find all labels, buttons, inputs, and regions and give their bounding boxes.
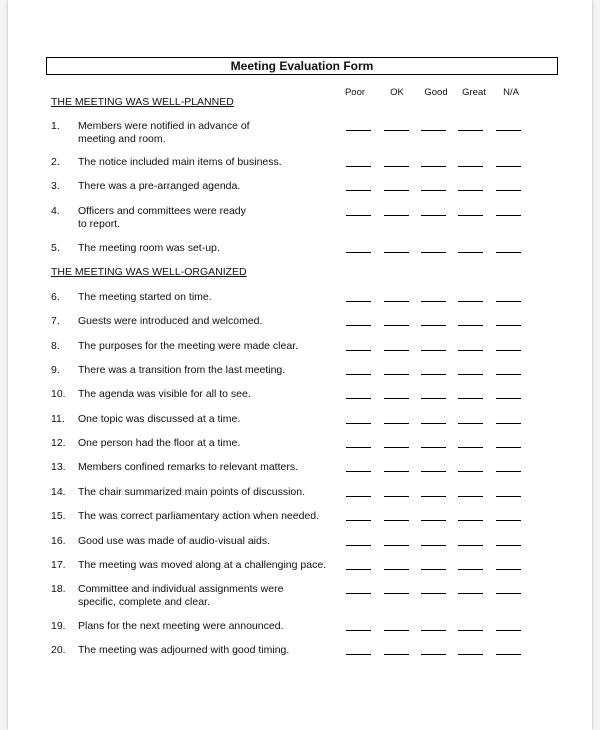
rating-blank-poor[interactable] bbox=[346, 215, 371, 216]
item-number: 11. bbox=[51, 413, 65, 425]
rating-blank-good[interactable] bbox=[421, 654, 446, 655]
item-text-line: Good use was made of audio-visual aids. bbox=[78, 535, 271, 547]
rating-blank-na[interactable] bbox=[496, 374, 521, 375]
item-text-line: The meeting was moved along at a challenging pace. bbox=[78, 559, 327, 571]
item-text bbox=[78, 242, 348, 255]
item-number: 12. bbox=[51, 437, 66, 449]
rating-blank-ok[interactable] bbox=[384, 593, 409, 594]
rating-blank-great[interactable] bbox=[458, 545, 483, 546]
rating-blank-na[interactable] bbox=[496, 350, 521, 351]
item-text-line: The meeting was adjourned with good timing. bbox=[78, 644, 290, 656]
rating-blank-poor[interactable] bbox=[346, 190, 371, 191]
rating-blank-poor[interactable] bbox=[346, 374, 371, 375]
rating-blank-good[interactable] bbox=[421, 569, 446, 570]
rating-blank-great[interactable] bbox=[458, 130, 483, 131]
item-text-line: The agenda was visible for all to see. bbox=[78, 388, 251, 400]
item-number: 4. bbox=[51, 205, 60, 217]
rating-blank-good[interactable] bbox=[421, 215, 446, 216]
item-text bbox=[78, 510, 348, 523]
item-text bbox=[78, 315, 348, 328]
rating-blank-good[interactable] bbox=[421, 301, 446, 302]
item-text bbox=[78, 486, 348, 499]
document-page bbox=[8, 0, 592, 730]
rating-blank-na[interactable] bbox=[496, 447, 521, 448]
item-number: 19. bbox=[51, 620, 66, 632]
rating-blank-ok[interactable] bbox=[384, 374, 409, 375]
rating-blank-na[interactable] bbox=[496, 520, 521, 521]
rating-blank-good[interactable] bbox=[421, 398, 446, 399]
rating-blank-na[interactable] bbox=[496, 496, 521, 497]
item-number: 6. bbox=[51, 291, 60, 303]
item-text-line: The chair summarized main points of discussion. bbox=[78, 486, 306, 498]
item-number: 5. bbox=[51, 242, 60, 254]
item-text bbox=[78, 340, 348, 353]
rating-blank-great[interactable] bbox=[458, 350, 483, 351]
item-text bbox=[78, 583, 348, 609]
item-text-line: Members confined remarks to relevant matters. bbox=[78, 461, 298, 473]
rating-blank-na[interactable] bbox=[496, 654, 521, 655]
rating-blank-poor[interactable] bbox=[346, 130, 371, 131]
item-text bbox=[78, 535, 348, 548]
section-heading: THE MEETING WAS WELL-ORGANIZED bbox=[51, 266, 247, 278]
item-number: 15. bbox=[51, 510, 66, 522]
form-title: Meeting Evaluation Form bbox=[46, 57, 558, 75]
rating-blank-na[interactable] bbox=[496, 471, 521, 472]
rating-blank-ok[interactable] bbox=[384, 398, 409, 399]
rating-blank-poor[interactable] bbox=[346, 569, 371, 570]
rating-blank-great[interactable] bbox=[458, 471, 483, 472]
item-number: 16. bbox=[51, 535, 66, 547]
rating-blank-na[interactable] bbox=[496, 545, 521, 546]
item-number: 18. bbox=[51, 583, 66, 595]
rating-blank-good[interactable] bbox=[421, 190, 446, 191]
rating-blank-good[interactable] bbox=[421, 593, 446, 594]
rating-blank-na[interactable] bbox=[496, 215, 521, 216]
rating-blank-poor[interactable] bbox=[346, 545, 371, 546]
rating-blank-ok[interactable] bbox=[384, 350, 409, 351]
rating-blank-poor[interactable] bbox=[346, 447, 371, 448]
rating-blank-poor[interactable] bbox=[346, 496, 371, 497]
rating-blank-poor[interactable] bbox=[346, 423, 371, 424]
rating-blank-poor[interactable] bbox=[346, 630, 371, 631]
rating-blank-great[interactable] bbox=[458, 252, 483, 253]
rating-blank-poor[interactable] bbox=[346, 471, 371, 472]
column-header-good: Good bbox=[424, 87, 448, 98]
rating-blank-great[interactable] bbox=[458, 325, 483, 326]
rating-blank-na[interactable] bbox=[496, 593, 521, 594]
rating-blank-good[interactable] bbox=[421, 471, 446, 472]
rating-blank-poor[interactable] bbox=[346, 593, 371, 594]
rating-blank-good[interactable] bbox=[421, 374, 446, 375]
item-text bbox=[78, 156, 348, 169]
item-text bbox=[78, 559, 348, 572]
rating-blank-great[interactable] bbox=[458, 215, 483, 216]
item-text-line: meeting and room. bbox=[78, 133, 166, 145]
rating-blank-great[interactable] bbox=[458, 423, 483, 424]
item-text-line: The notice included main items of business. bbox=[78, 156, 282, 168]
item-text-line: to report. bbox=[78, 218, 121, 230]
item-text bbox=[78, 205, 348, 231]
rating-blank-poor[interactable] bbox=[346, 166, 371, 167]
rating-blank-ok[interactable] bbox=[384, 520, 409, 521]
item-text bbox=[78, 644, 348, 657]
column-header-na: N/A bbox=[503, 87, 519, 98]
rating-blank-poor[interactable] bbox=[346, 654, 371, 655]
item-text-line: The was correct parliamentary action when needed. bbox=[78, 510, 320, 522]
rating-blank-poor[interactable] bbox=[346, 520, 371, 521]
rating-blank-ok[interactable] bbox=[384, 545, 409, 546]
rating-blank-ok[interactable] bbox=[384, 252, 409, 253]
item-text bbox=[78, 291, 348, 304]
column-header-poor: Poor bbox=[344, 87, 366, 98]
rating-blank-na[interactable] bbox=[496, 301, 521, 302]
rating-blank-good[interactable] bbox=[421, 630, 446, 631]
item-text-line: There was a pre-arranged agenda. bbox=[78, 180, 241, 192]
rating-blank-ok[interactable] bbox=[384, 130, 409, 131]
rating-blank-ok[interactable] bbox=[384, 654, 409, 655]
rating-blank-great[interactable] bbox=[458, 374, 483, 375]
rating-blank-na[interactable] bbox=[496, 325, 521, 326]
rating-blank-great[interactable] bbox=[458, 520, 483, 521]
rating-blank-great[interactable] bbox=[458, 166, 483, 167]
rating-blank-great[interactable] bbox=[458, 593, 483, 594]
rating-blank-good[interactable] bbox=[421, 545, 446, 546]
item-text bbox=[78, 180, 348, 193]
item-number: 9. bbox=[51, 364, 60, 376]
item-text bbox=[78, 388, 348, 401]
rating-blank-good[interactable] bbox=[421, 496, 446, 497]
item-text-line: Members were notified in advance of bbox=[78, 120, 250, 132]
item-text bbox=[78, 461, 348, 474]
rating-blank-poor[interactable] bbox=[346, 325, 371, 326]
rating-blank-na[interactable] bbox=[496, 252, 521, 253]
rating-blank-ok[interactable] bbox=[384, 496, 409, 497]
rating-blank-na[interactable] bbox=[496, 166, 521, 167]
rating-blank-ok[interactable] bbox=[384, 325, 409, 326]
rating-blank-great[interactable] bbox=[458, 569, 483, 570]
rating-blank-ok[interactable] bbox=[384, 215, 409, 216]
rating-blank-great[interactable] bbox=[458, 190, 483, 191]
rating-blank-good[interactable] bbox=[421, 252, 446, 253]
item-text-line: The meeting started on time. bbox=[78, 291, 212, 303]
item-number: 8. bbox=[51, 340, 60, 352]
item-text-line: The purposes for the meeting were made clear. bbox=[78, 340, 299, 352]
rating-blank-good[interactable] bbox=[421, 166, 446, 167]
rating-blank-great[interactable] bbox=[458, 630, 483, 631]
item-number: 10. bbox=[51, 388, 66, 400]
item-number: 3. bbox=[51, 180, 60, 192]
section-heading: THE MEETING WAS WELL-PLANNED bbox=[51, 96, 234, 108]
rating-blank-na[interactable] bbox=[496, 423, 521, 424]
item-number: 2. bbox=[51, 156, 60, 168]
rating-blank-great[interactable] bbox=[458, 496, 483, 497]
item-text bbox=[78, 413, 348, 426]
item-text-line: specific, complete and clear. bbox=[78, 596, 210, 608]
rating-blank-ok[interactable] bbox=[384, 301, 409, 302]
item-number: 20. bbox=[51, 644, 66, 656]
item-text-line: Officers and committees were ready bbox=[78, 205, 246, 217]
item-number: 17. bbox=[51, 559, 66, 571]
item-text bbox=[78, 437, 348, 450]
item-text bbox=[78, 364, 348, 377]
item-text-line: The meeting room was set-up. bbox=[78, 242, 220, 254]
item-text-line: There was a transition from the last meeting. bbox=[78, 364, 286, 376]
rating-blank-na[interactable] bbox=[496, 630, 521, 631]
item-text-line: One person had the floor at a time. bbox=[78, 437, 241, 449]
rating-blank-good[interactable] bbox=[421, 130, 446, 131]
rating-blank-good[interactable] bbox=[421, 520, 446, 521]
item-text-line: Guests were introduced and welcomed. bbox=[78, 315, 263, 327]
item-number: 7. bbox=[51, 315, 60, 327]
rating-blank-ok[interactable] bbox=[384, 569, 409, 570]
rating-blank-good[interactable] bbox=[421, 447, 446, 448]
rating-blank-na[interactable] bbox=[496, 569, 521, 570]
rating-blank-poor[interactable] bbox=[346, 301, 371, 302]
rating-blank-ok[interactable] bbox=[384, 630, 409, 631]
item-number: 1. bbox=[51, 120, 60, 132]
rating-blank-ok[interactable] bbox=[384, 190, 409, 191]
rating-blank-na[interactable] bbox=[496, 190, 521, 191]
item-text-line: One topic was discussed at a time. bbox=[78, 413, 241, 425]
rating-blank-poor[interactable] bbox=[346, 398, 371, 399]
column-header-great: Great bbox=[462, 87, 486, 98]
rating-blank-ok[interactable] bbox=[384, 471, 409, 472]
rating-blank-na[interactable] bbox=[496, 130, 521, 131]
item-text-line: Committee and individual assignments were bbox=[78, 583, 284, 595]
rating-blank-great[interactable] bbox=[458, 447, 483, 448]
item-number: 13. bbox=[51, 461, 66, 473]
rating-blank-ok[interactable] bbox=[384, 447, 409, 448]
item-text-line: Plans for the next meeting were announced. bbox=[78, 620, 284, 632]
rating-blank-ok[interactable] bbox=[384, 166, 409, 167]
rating-blank-na[interactable] bbox=[496, 398, 521, 399]
rating-blank-good[interactable] bbox=[421, 423, 446, 424]
rating-blank-poor[interactable] bbox=[346, 252, 371, 253]
column-header-ok: OK bbox=[390, 87, 404, 98]
rating-blank-good[interactable] bbox=[421, 350, 446, 351]
rating-blank-great[interactable] bbox=[458, 654, 483, 655]
item-number: 14. bbox=[51, 486, 66, 498]
rating-blank-ok[interactable] bbox=[384, 423, 409, 424]
rating-blank-great[interactable] bbox=[458, 301, 483, 302]
rating-blank-great[interactable] bbox=[458, 398, 483, 399]
rating-blank-poor[interactable] bbox=[346, 350, 371, 351]
item-text bbox=[78, 120, 348, 146]
rating-blank-good[interactable] bbox=[421, 325, 446, 326]
item-text bbox=[78, 620, 348, 633]
